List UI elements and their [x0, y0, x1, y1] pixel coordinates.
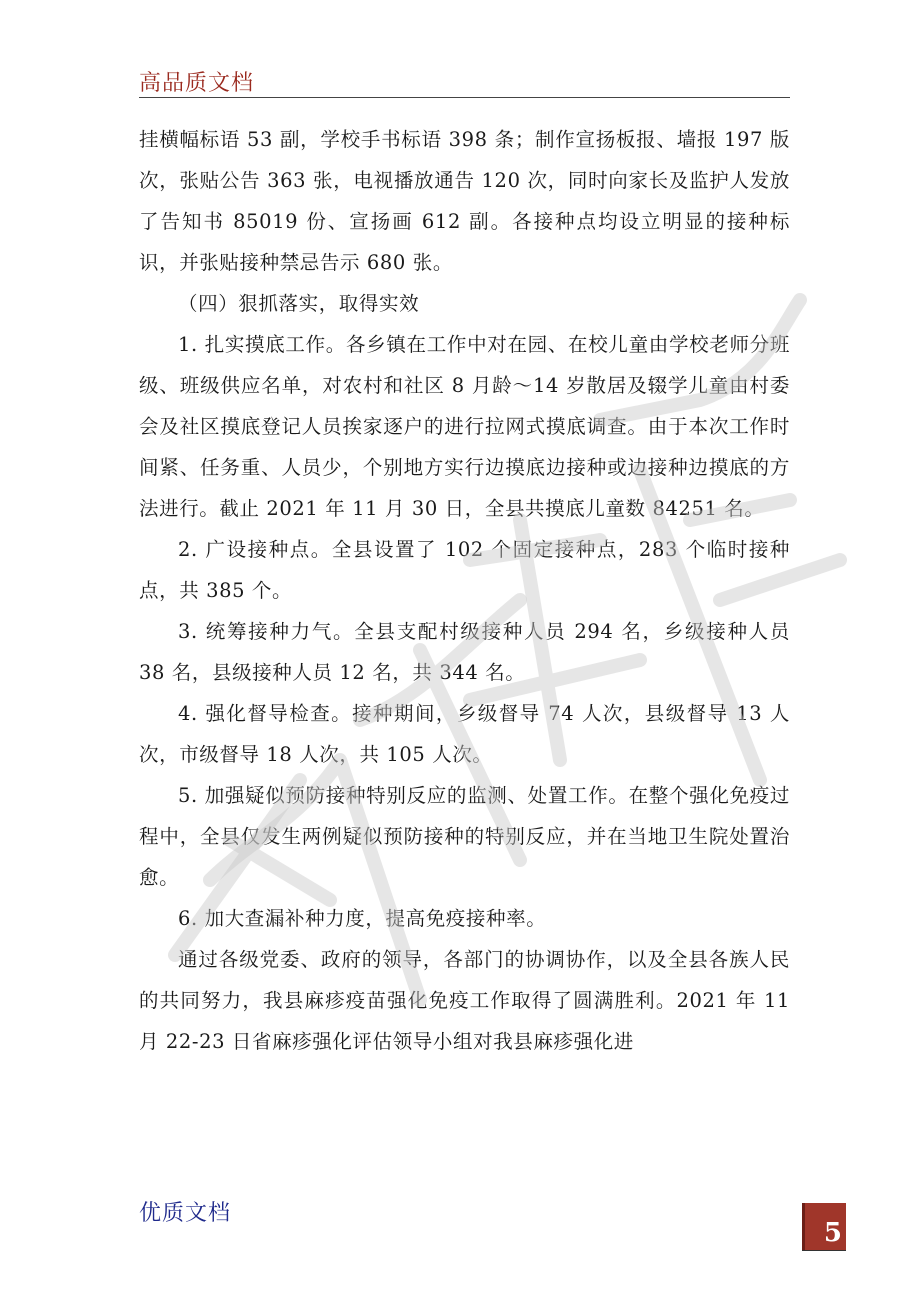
section-heading: （四）狠抓落实，取得实效: [178, 292, 420, 315]
paragraph-item-1: 1. 扎实摸底工作。各乡镇在工作中对在园、在校儿童由学校老师分班级、班级供应名单，对农村和社区 8 月龄～14 岁散居及辍学儿童由村委会及社区摸底登记人员挨家逐户的进行拉网式摸底调查。由于本次工作时间紧、任务重、人员少，个别地方实行边摸底边接种或边接种边摸底的方法进行。截止 2021 年 11 月 30 日，全县共摸底儿童数 84251 名。: [139, 333, 790, 520]
document-footer-title: 优质文档: [139, 1201, 232, 1226]
page-number-badge: [802, 1203, 846, 1250]
paragraph-item-2: 2. 广设接种点。全县设置了 102 个固定接种点，283 个临时接种点，共 385 个。: [139, 538, 790, 602]
footer-divider: [802, 1250, 846, 1251]
paragraph-summary: 通过各级党委、政府的领导，各部门的协调协作，以及全县各族人民的共同努力，我县麻疹疫苗强化免疫工作取得了圆满胜利。2021 年 11 月 22-23 日省麻疹强化评估领导小组对我县麻疹强化进: [139, 948, 790, 1053]
paragraph-item-5: 5. 加强疑似预防接种特别反应的监测、处置工作。在整个强化免疫过程中，全县仅发生两例疑似预防接种的特别反应，并在当地卫生院处置治愈。: [139, 784, 790, 889]
paragraph-item-4: 4. 强化督导检查。接种期间，乡级督导 74 人次，县级督导 13 人次，市级督导 18 人次，共 105 人次。: [139, 702, 790, 766]
paragraph-continued: 挂横幅标语 53 副，学校手书标语 398 条；制作宣扬板报、墙报 197 版次，张贴公告 363 张，电视播放通告 120 次，同时向家长及监护人发放了告知书 85019 份、宣扬画 612 副。各接种点均设立明显的接种标识，并张贴接种禁忌告示 680 张。: [139, 128, 790, 274]
document-header-title: 高品质文档: [139, 71, 255, 96]
page-number: 5: [823, 1218, 842, 1248]
document-body: [139, 119, 790, 1062]
paragraph-item-6: 6. 加大查漏补种力度，提高免疫接种率。: [178, 907, 547, 930]
header-divider: [139, 97, 790, 98]
paragraph-item-3: 3. 统筹接种力气。全县支配村级接种人员 294 名，乡级接种人员 38 名，县级接种人员 12 名，共 344 名。: [139, 620, 790, 684]
